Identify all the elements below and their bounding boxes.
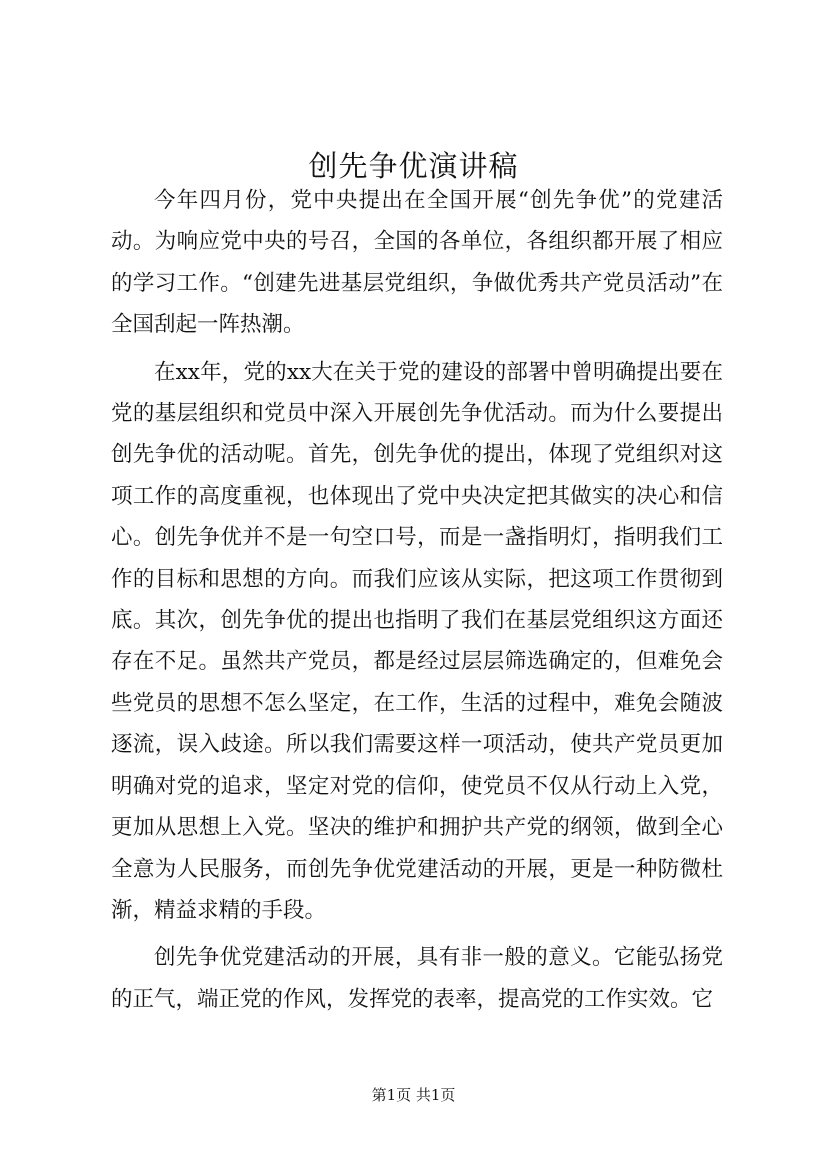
page-footer: 第1页 共1页	[371, 1086, 456, 1104]
document-body	[111, 180, 723, 1026]
paragraph-2: 在xx年，党的xx大在关于党的建设的部署中曾明确提出要在党的基层组织和党员中深入开展创先争优活动。而为什么要提出创先争优的活动呢。首先，创先争优的提出，体现了党组织对这项工作的高度重视，也体现出了党中央决定把其做实的决心和信心。创先争优并不是一句空口号，而是一盏指明灯，指明我们工作的目标和思想的方向。而我们应该从实际，把这项工作贯彻到底。其次，创先争优的提出也指明了我们在基层党组织这方面还存在不足。虽然共产党员，都是经过层层筛选确定的，但难免会些党员的思想不怎么坚定，在工作，生活的过程中，难免会随波逐流，误入歧途。所以我们需要这样一项活动，使共产党员更加明确对党的追求，坚定对党的信仰，使党员不仅从行动上入党，更加从思想上入党。坚决的维护和拥护共产党的纲领，做到全心全意为人民服务，而创先争优党建活动的开展，更是一种防微杜渐，精益求精的手段。	[111, 359, 723, 923]
paragraph-1: 今年四月份，党中央提出在全国开展“创先争优”的党建活动。为响应党中央的号召，全国的各单位，各组织都开展了相应的学习工作。“创建先进基层党组织，争做优秀共产党员活动”在全国刮起一阵热潮。	[111, 188, 723, 338]
document-title: 创先争优演讲稿	[308, 149, 519, 183]
paragraph-3: 创先争优党建活动的开展，具有非一般的意义。它能弘扬党的正气，端正党的作风，发挥党的表率，提高党的工作实效。它	[111, 945, 723, 1012]
